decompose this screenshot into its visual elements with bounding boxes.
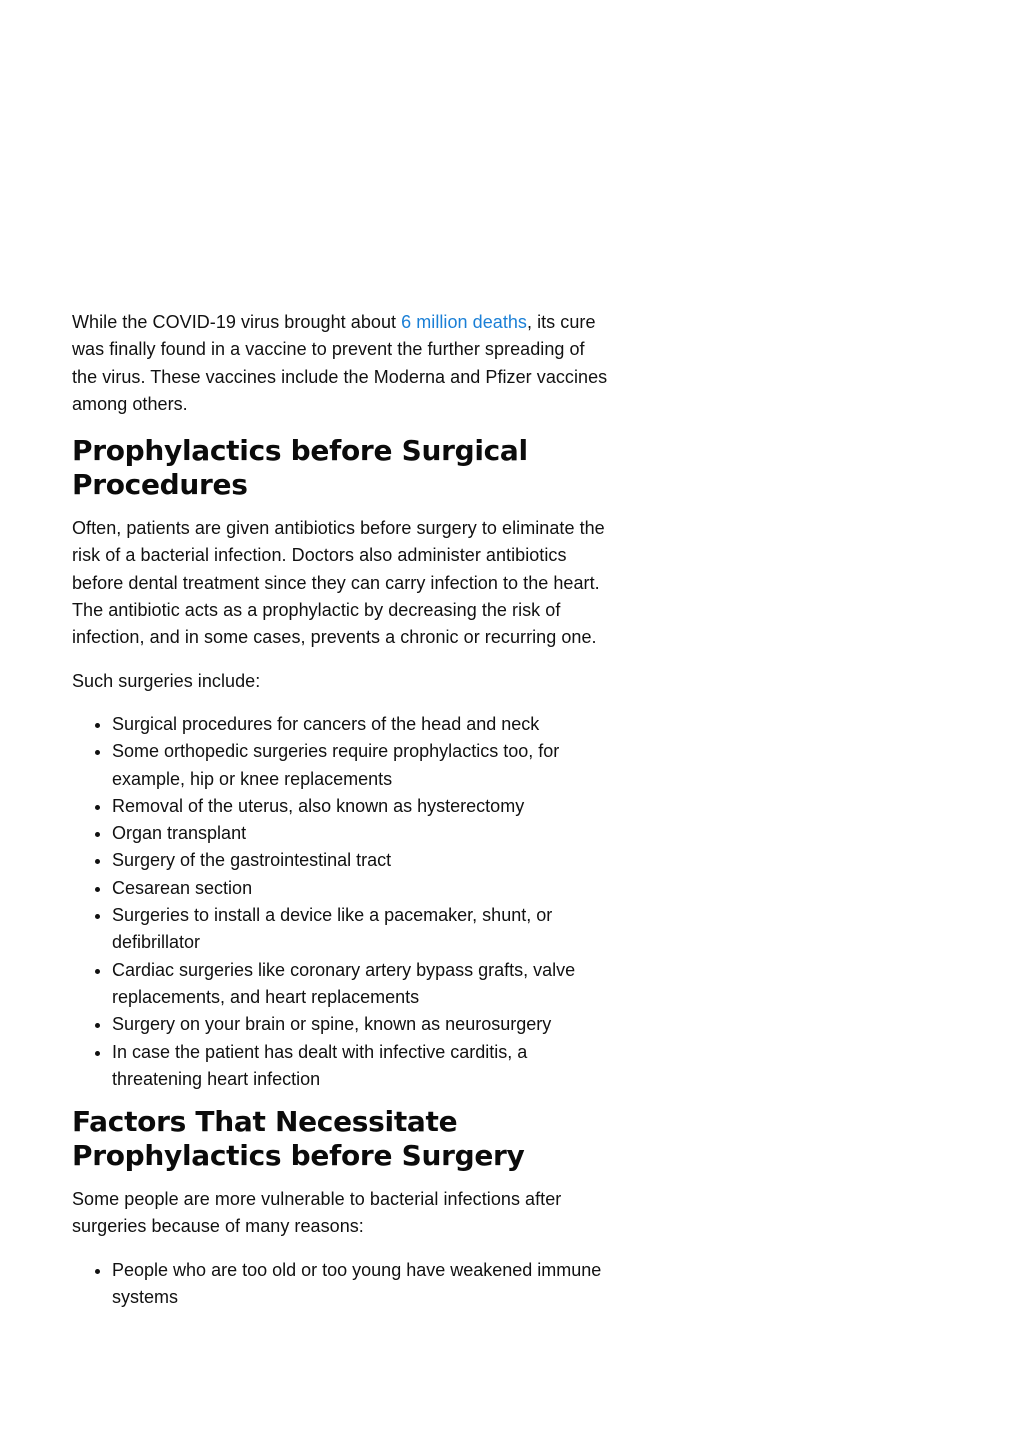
- intro-text-before-link: While the COVID-19 virus brought about: [72, 312, 402, 332]
- section1-paragraph: Often, patients are given antibiotics before surgery to eliminate the risk of a bacterial infection. Doctors also administer antibiotics before dental treatment since they can carry infection to the heart. The antibiotic acts as a prophylactic by decreasing the risk of infection, and in some cases, prevents a chronic or recurring one.: [72, 518, 605, 648]
- article-body: [72, 309, 612, 1323]
- intro-paragraph: [72, 309, 612, 418]
- section2-paragraph: Some people are more vulnerable to bacterial infections after surgeries because of many reasons:: [72, 1189, 562, 1237]
- list-item: • Surgical procedures for cancers of the head and neck: [112, 711, 612, 738]
- section-heading-prophylactics-surgical: Prophylactics before Surgical Procedures: [72, 434, 528, 501]
- list-item: • In case the patient has dealt with infective carditis, a threatening heart infection: [112, 1039, 612, 1094]
- list-item: • People who are too old or too young have weakened immune systems: [112, 1257, 612, 1312]
- list-item: • Cesarean section: [112, 875, 612, 902]
- intro-text-after-link: , its cure was finally found in a vaccine to prevent the further spreading of the virus. These vaccines include the Moderna and Pfizer vaccines among others.: [72, 312, 608, 414]
- list-item: • Surgeries to install a device like a pacemaker, shunt, or defibrillator: [112, 902, 612, 957]
- list-item: • Cardiac surgeries like coronary artery bypass grafts, valve replacements, and heart replacements: [112, 957, 612, 1012]
- factors-list: [72, 1257, 612, 1312]
- section1-list-intro: Such surgeries include:: [72, 670, 261, 691]
- surgeries-list: [72, 711, 612, 1093]
- deaths-statistic-link[interactable]: 6 million deaths: [401, 312, 527, 332]
- list-item: • Some orthopedic surgeries require prophylactics too, for example, hip or knee replacements: [112, 738, 612, 793]
- list-item: • Surgery on your brain or spine, known as neurosurgery: [112, 1011, 612, 1038]
- list-item: • Removal of the uterus, also known as hysterectomy: [112, 793, 612, 820]
- section-heading-factors: Factors That Necessitate Prophylactics before Surgery: [72, 1105, 525, 1172]
- list-item: • Organ transplant: [112, 820, 612, 847]
- list-item: • Surgery of the gastrointestinal tract: [112, 847, 612, 874]
